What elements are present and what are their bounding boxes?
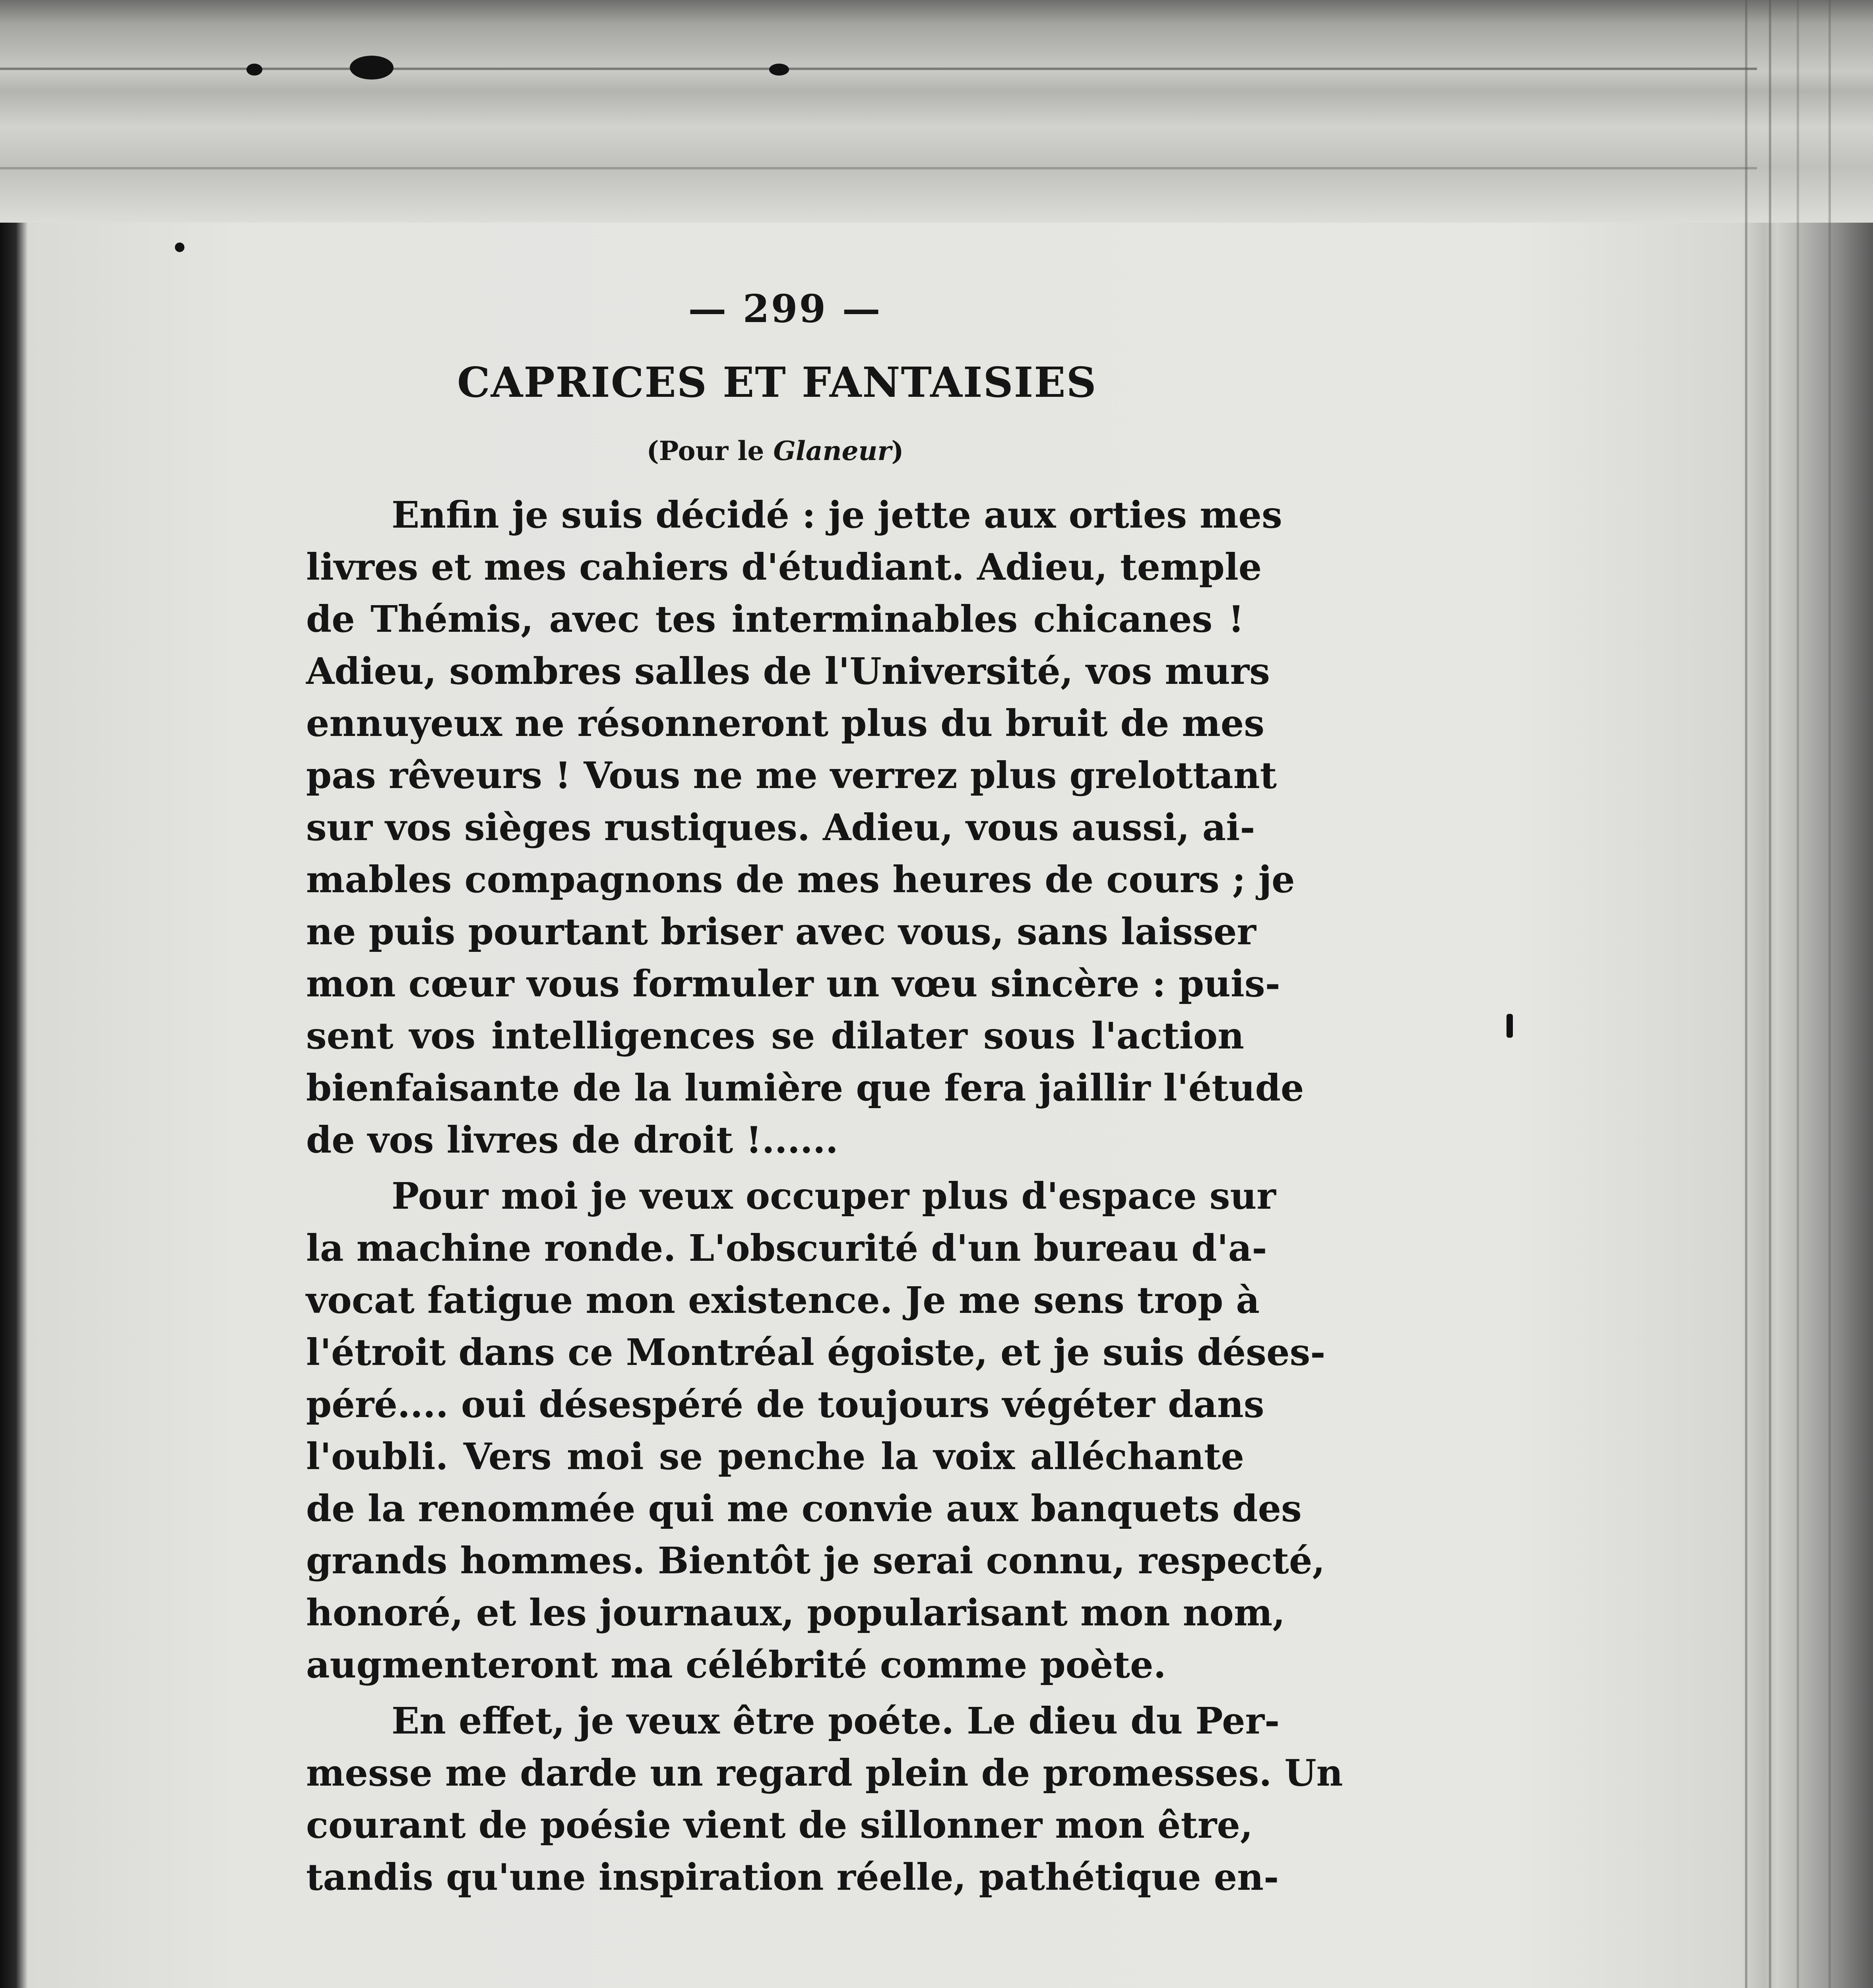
ink-speck — [350, 56, 394, 80]
page-edge-line — [1828, 0, 1831, 1988]
text-line: de la renommée qui me convie aux banquets des — [306, 1487, 1302, 1530]
subtitle-suffix: ) — [891, 435, 904, 466]
text-line: mon cœur vous formuler un vœu sincère : puis- — [306, 962, 1280, 1005]
ink-speck — [246, 64, 262, 76]
subtitle-prefix: (Pour le — [646, 435, 774, 466]
text-line: de vos livres de droit !...... — [306, 1118, 838, 1161]
ink-speck — [175, 243, 184, 252]
subtitle-publication: Glaneur — [773, 435, 892, 466]
text-line: vocat fatigue mon existence. Je me sens trop à — [306, 1279, 1260, 1322]
ink-speck — [769, 64, 789, 76]
text-line: Pour moi je veux occuper plus d'espace sur — [392, 1175, 1276, 1217]
page-number: — 299 — — [688, 286, 882, 331]
text-line: pas rêveurs ! Vous ne me verrez plus grelottant — [306, 754, 1277, 797]
article-subtitle — [596, 435, 954, 466]
text-line: sent vos intelligences se dilater sous l'action — [306, 1014, 1244, 1057]
text-line: En effet, je veux être poéte. Le dieu du Per- — [392, 1699, 1280, 1742]
page-edge-line — [1745, 0, 1747, 1988]
text-line: courant de poésie vient de sillonner mon être, — [306, 1804, 1253, 1846]
text-line: bienfaisante de la lumière que fera jaillir l'étude — [306, 1066, 1304, 1109]
page-top-edge — [0, 0, 1873, 223]
scan-line — [0, 68, 1757, 70]
text-line: honoré, et les journaux, popularisant mon nom, — [306, 1591, 1286, 1634]
page-edge-line — [1797, 0, 1799, 1988]
article-title: CAPRICES ET FANTAISIES — [457, 358, 1097, 407]
text-line: ennuyeux ne résonneront plus du bruit de mes — [306, 702, 1265, 745]
text-line: la machine ronde. L'obscurité d'un bureau d'a- — [306, 1227, 1267, 1270]
text-line: tandis qu'une inspiration réelle, pathétique en- — [306, 1856, 1279, 1899]
text-line: grands hommes. Bientôt je serai connu, respecté, — [306, 1539, 1325, 1582]
text-line: de Thémis, avec tes interminables chicanes ! — [306, 598, 1244, 641]
text-line: messe me darde un regard plein de promesses. Un — [306, 1751, 1343, 1794]
text-line: sur vos sièges rustiques. Adieu, vous aussi, ai- — [306, 806, 1255, 849]
text-line: Adieu, sombres salles de l'Université, vos murs — [306, 650, 1270, 693]
page-edge-line — [1769, 0, 1771, 1988]
ink-speck — [1507, 1014, 1513, 1038]
text-line: Enfin je suis décidé : je jette aux orties mes — [392, 493, 1282, 536]
text-line: l'étroit dans ce Montréal égoiste, et je suis déses- — [306, 1331, 1326, 1374]
text-line: péré.... oui désespéré de toujours végéter dans — [306, 1383, 1264, 1426]
scan-line — [0, 167, 1757, 169]
text-line: augmenteront ma célébrité comme poète. — [306, 1643, 1166, 1686]
text-line: livres et mes cahiers d'étudiant. Adieu, temple — [306, 546, 1262, 588]
text-line: mables compagnons de mes heures de cours ; je — [306, 858, 1295, 901]
text-line: l'oubli. Vers moi se penche la voix alléchante — [306, 1435, 1244, 1478]
text-line: ne puis pourtant briser avec vous, sans laisser — [306, 910, 1256, 953]
article-body — [306, 489, 1343, 1903]
